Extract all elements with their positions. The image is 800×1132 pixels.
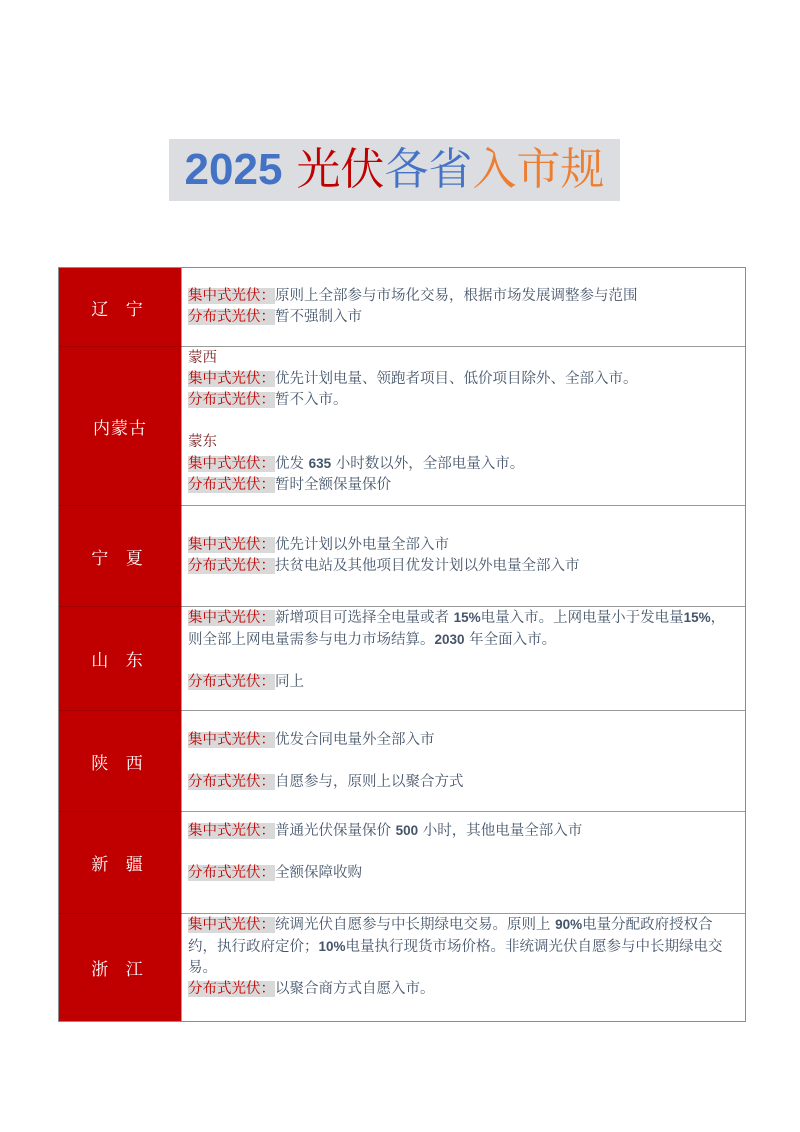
centralized-text: 原则上全部参与市场化交易，根据市场发展调整参与范围 [275,288,638,304]
policy-cell [182,812,745,913]
centralized-line [188,730,739,751]
centralized-text: 小时，其他电量全部入市 [418,823,583,839]
distributed-text: 暂不强制入市 [275,309,362,325]
centralized-text: 优发 [275,456,309,472]
year-number: 2030 [434,632,465,647]
centralized-line [188,369,739,390]
centralized-text: 电量入市。上网电量小于发电量 [480,610,684,626]
province-cell: 辽 宁 [59,268,182,346]
table-row-inner-mongolia [59,346,745,505]
table-row-shaanxi [59,710,745,811]
centralized-text: 小时数以外，全部电量入市。 [331,456,525,472]
table-row-zhejiang [59,913,745,1021]
centralized-line [188,453,739,475]
province-cell: 内蒙古 [59,346,182,505]
centralized-text: 年全面入市。 [464,632,557,648]
distributed-line [188,863,739,884]
hours-number: 635 [308,456,332,471]
centralized-text: 新增项目可选择全电量或者 [275,610,454,626]
distributed-line [188,556,739,577]
centralized-label: 集中式光伏： [188,456,275,472]
distributed-line [188,475,739,496]
distributed-label: 分布式光伏： [188,773,275,790]
percent-number: 90% [555,917,583,932]
title-part-3: 入市规 [472,144,605,195]
table-row-xinjiang [59,811,745,913]
distributed-line [188,979,739,1000]
percent-number: 10% [318,939,346,954]
centralized-label: 集中式光伏： [188,288,275,304]
title-year: 2025 [184,145,283,194]
centralized-line [188,607,739,651]
table-row-ningxia [59,505,745,606]
distributed-label: 分布式光伏： [188,477,275,493]
centralized-line [188,820,739,842]
policy-cell [182,711,745,811]
distributed-label: 分布式光伏： [188,865,275,881]
centralized-text: 普通光伏保量保价 [275,823,396,839]
hours-number: 500 [395,823,419,838]
page-title [169,139,620,201]
centralized-label: 集中式光伏： [188,823,275,839]
region-heading-west: 蒙西 [188,350,217,366]
distributed-label: 分布式光伏： [188,981,275,997]
policy-cell [182,506,745,606]
policy-cell [182,914,745,1021]
centralized-label: 集中式光伏： [188,917,275,933]
centralized-text: 电量执行现货市场价格。非统调光伏自愿参与中长期绿电交易。 [188,939,723,976]
distributed-line [188,772,739,793]
distributed-line [188,390,739,411]
title-part-2: 各省 [384,144,473,195]
table-row-liaoning [59,268,745,346]
distributed-text: 暂时全额保量保价 [275,477,391,493]
distributed-text: 暂不入市。 [275,392,348,408]
distributed-line [188,672,739,693]
centralized-label: 集中式光伏： [188,731,275,748]
policy-table [58,267,746,1022]
distributed-text: 以聚合商方式自愿入市。 [275,981,435,997]
distributed-label: 分布式光伏： [188,309,275,325]
centralized-text: 统调光伏自愿参与中长期绿电交易。原则上 [275,917,556,933]
centralized-text: 优先计划以外电量全部入市 [275,537,449,553]
distributed-text: 自愿参与，原则上以聚合方式 [275,773,464,790]
centralized-line [188,286,739,307]
centralized-text: ，则全部上网电量需参与电力市场结算。 [188,610,726,648]
distributed-label: 分布式光伏： [188,558,275,574]
distributed-line [188,307,739,328]
province-cell: 山 东 [59,606,182,710]
region-heading-east: 蒙东 [188,434,217,450]
distributed-label: 分布式光伏： [188,674,275,690]
distributed-text: 扶贫电站及其他项目优发计划以外电量全部入市 [275,558,580,574]
province-cell: 新 疆 [59,811,182,913]
policy-cell [182,268,745,346]
percent-number: 15% [683,610,711,625]
centralized-text: 优发合同电量外全部入市 [275,731,435,748]
centralized-line [188,914,739,979]
title-part-1: 光伏 [296,144,385,195]
centralized-label: 集中式光伏： [188,537,275,553]
province-cell: 浙 江 [59,913,182,1021]
policy-cell [182,347,745,505]
percent-number: 15% [453,610,481,625]
spacer [188,411,739,432]
policy-cell [182,607,745,710]
centralized-line [188,535,739,556]
spacer [188,651,739,672]
distributed-label: 分布式光伏： [188,392,275,408]
centralized-text: 优先计划电量、领跑者项目、低价项目除外、全部入市。 [275,371,638,387]
centralized-label: 集中式光伏： [188,610,275,626]
distributed-text: 全额保障收购 [275,865,362,881]
spacer [188,751,739,772]
province-cell: 宁 夏 [59,505,182,606]
table-row-shandong [59,606,745,710]
province-cell: 陕 西 [59,710,182,811]
spacer [188,842,739,863]
centralized-label: 集中式光伏： [188,371,275,387]
centralized-text: 电量分配政府授权合约，执行政府定价； [188,917,713,955]
distributed-text: 同上 [275,674,304,690]
